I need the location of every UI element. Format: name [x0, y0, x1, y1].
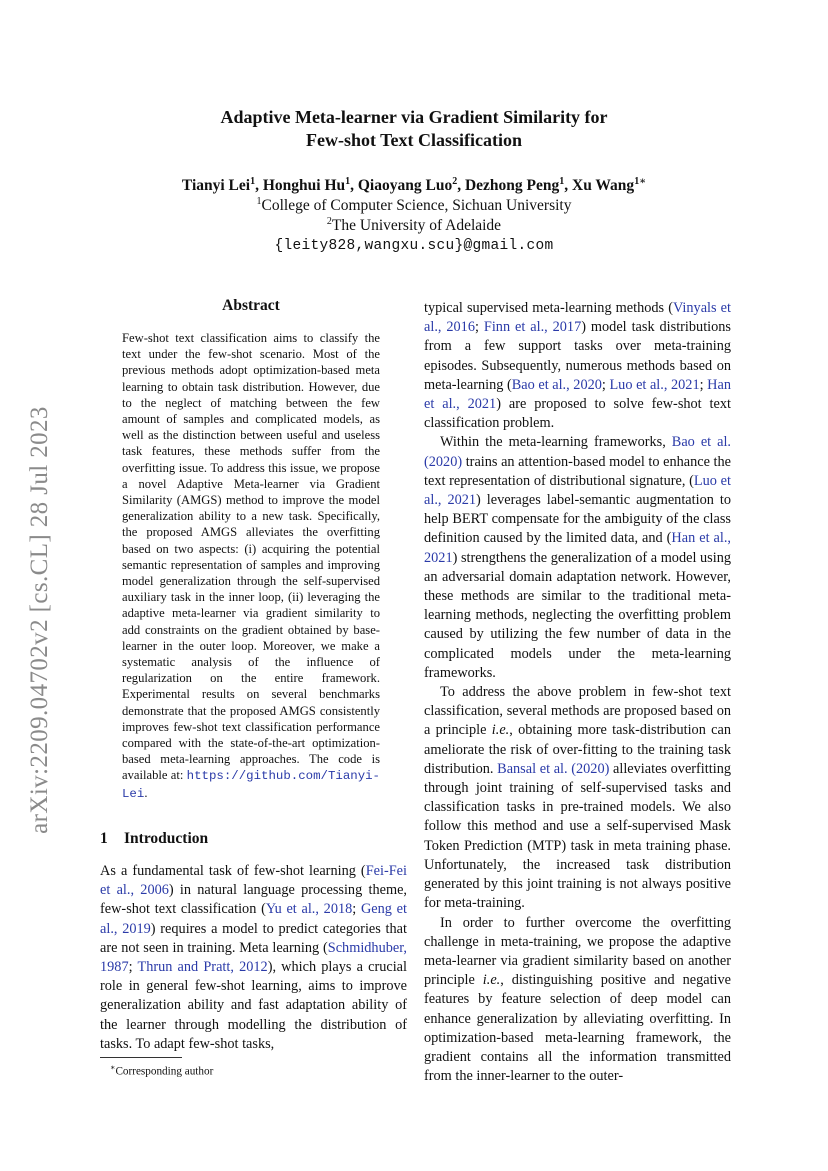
text-run: alleviates overfitting through joint training of self-supervised tasks and classification tasks in pre-trained models. We also follow this method and use a self-supervised Mask Token Prediction (MTP) task in meta training phase. Unfortunately, the increased task distribution generated by this joint training is not always positive for meta-training.	[424, 760, 731, 912]
abstract-text: Few-shot text classification aims to classify the text under the few-shot scenario. Most of the previous methods adopt optimization-based meta learning to obtain task distribution. However, due to the neglect of matching between the few amount of samples and complicated models, as well as the distinction between useful and useless task features, these methods suffer from the overfitting issue. To address this issue, we propose a novel Adaptive Meta-learner via Gradient Similarity (AMGS) method to improve the model generalization ability to a new task. Specifically, the proposed AMGS alleviates the overfitting based on two aspects: (i) acquiring the potential semantic representation of samples and improving model generalization through the self-supervised auxiliary task in the inner loop, (ii) leveraging the adaptive meta-learner via gradient similarity to add constraints on the gradient obtained by base-learner in the outer loop. Moreover, we make a systematic analysis of the influence of regularization on the entire framework. Experimental results on several benchmarks demonstrate that the proposed AMGS consistently improves few-shot text classification performance compared with the state-of-the-art optimization-based meta-learning approaches. The code is available at: https://github.com/Tianyi-Lei.	[122, 331, 380, 801]
footnote-mark: ∗	[110, 1063, 116, 1072]
emphasis: i.e.	[491, 722, 510, 739]
text-run: ) in natural language processing theme, few-shot text classification (	[100, 882, 407, 918]
title-line-2: Few-shot Text Classification	[306, 130, 522, 150]
paragraph	[424, 683, 731, 913]
paragraph	[424, 914, 731, 1087]
author-name: Honghui Hu	[262, 177, 346, 194]
text-run: ) requires a model to predict categories that are not seen in training. Meta learning (	[100, 920, 407, 956]
text-run: ) strengthens the generalization of a model using an adversarial domain adaptation network. However, these methods are similar to the traditional meta-learning methods, neglecting the overfitting problem caused by utilizing the few number of data in the complicated models under the meta-learning frameworks.	[424, 549, 731, 681]
citation-link[interactable]: Bansal et al. (2020)	[497, 760, 610, 777]
text-run: Within the meta-learning frameworks,	[440, 434, 672, 451]
abstract-heading: Abstract	[222, 297, 280, 314]
affiliation-mark: 1	[250, 175, 256, 187]
text-run: ) model task distributions from a few support tasks over meta-training episodes. Subsequently, numerous methods based on meta-learning (	[424, 319, 732, 393]
text-run: To address the above problem in few-shot text classification, several methods are proposed based on a principle	[424, 684, 731, 739]
footnote-text: Corresponding author	[115, 1065, 214, 1078]
section-number: 1	[100, 830, 108, 847]
affiliation-2: $^2$The University of Adelaide	[326, 215, 502, 234]
author-block	[100, 176, 728, 256]
citation-link[interactable]: Luo et al., 2021	[609, 376, 700, 393]
affiliation-1: $^1$College of Computer Science, Sichuan University	[256, 195, 572, 214]
affiliation-mark: 1	[345, 175, 351, 187]
text-run: In order to further overcome the overfitting challenge in meta-training, we propose the adaptive meta-learner via gradient similarity based on another principle	[424, 914, 731, 989]
section-title: Introduction	[124, 830, 209, 847]
text-run: typical supervised meta-learning methods (	[424, 300, 673, 316]
citation-link[interactable]: Han et al., 2021	[424, 376, 731, 413]
author-name: Dezhong Peng	[464, 177, 560, 194]
affiliation-mark: 2	[452, 175, 458, 187]
text-run: ;	[128, 959, 138, 976]
citation-link[interactable]: Vinyals et al., 2016	[424, 300, 731, 336]
citation-link[interactable]: Thrun and Pratt, 2012	[137, 959, 268, 976]
text-run: ;	[601, 376, 610, 393]
citation-link[interactable]: Bao et al. (2020)	[424, 434, 732, 470]
emphasis: i.e.	[482, 972, 501, 989]
arxiv-stamp	[20, 380, 60, 860]
title-line-1: Adaptive Meta-learner via Gradient Similarity for	[220, 107, 608, 127]
affiliation-mark: 1∗	[634, 175, 647, 187]
text-run: ;	[699, 376, 708, 393]
code-link[interactable]: https://github.com/Tianyi-Lei	[122, 769, 380, 801]
right-column-body	[424, 299, 731, 1086]
text-run: ) leverages label-semantic augmentation to help BERT compensate for the ambiguity of the class definition caused by the limited data, and (	[424, 492, 731, 547]
citation-link[interactable]: Schmidhuber, 1987	[100, 939, 407, 976]
left-column-body	[100, 862, 407, 1054]
affiliation-mark: 1	[559, 175, 565, 187]
text-run: ), which plays a crucial role in general few-shot learning, aims to improve generalization ability and fast adaptation ability of the learner through modelling the distribution of tasks. To adapt few-shot tasks,	[100, 959, 407, 1052]
footnote-rule	[100, 1057, 182, 1058]
citation-link[interactable]: Luo et al., 2021	[424, 472, 731, 509]
paragraph	[424, 299, 731, 433]
citation-link[interactable]: Finn et al., 2017	[483, 319, 582, 336]
citation-link[interactable]: Geng et al., 2019	[100, 901, 407, 937]
author-name: Xu Wang	[572, 177, 635, 194]
text-run: ;	[352, 901, 361, 918]
paper-title	[100, 106, 728, 152]
text-run: As a fundamental task of few-shot learning (	[100, 863, 366, 879]
citation-link[interactable]: Han et al., 2021	[424, 530, 731, 566]
paragraph	[424, 433, 731, 683]
footnote	[110, 1061, 410, 1079]
arxiv-identifier: arXiv:2209.04702v2 [cs.CL] 28 Jul 2023	[26, 406, 53, 834]
citation-link[interactable]: Fei-Fei et al., 2006	[100, 863, 407, 899]
text-run: , distinguishing positive and negative features by feature selection of deep model can enhance generalization by alleviating overfitting. In optimization-based meta-learning framework, the gradient contains all the information transmitted from the inner-learner to the outer-	[424, 972, 732, 1085]
citation-link[interactable]: Yu et al., 2018	[265, 901, 353, 918]
text-run: ;	[474, 319, 484, 336]
author-email: {leity828,wangxu.scu}@gmail.com	[274, 238, 554, 254]
text-run: trains an attention-based model to enhance the text representation of distributional signature, (	[424, 453, 731, 489]
paragraph	[100, 862, 407, 1054]
text-run: ) are proposed to solve few-shot text classification problem.	[424, 396, 731, 432]
citation-link[interactable]: Bao et al., 2020	[511, 376, 602, 393]
author-name: Qiaoyang Luo	[357, 177, 453, 194]
text-run: , obtaining more task-distribution can ameliorate the risk of over-fitting to the training task distribution.	[424, 722, 731, 777]
section-heading-introduction	[100, 830, 410, 848]
author-name: Tianyi Lei	[181, 177, 251, 194]
author-names: Tianyi Lei$^1$, Honghui Hu$^1$, Qiaoyang Luo$^2$, Dezhong Peng$^1$, Xu Wang$^{1∗}$	[181, 175, 647, 194]
